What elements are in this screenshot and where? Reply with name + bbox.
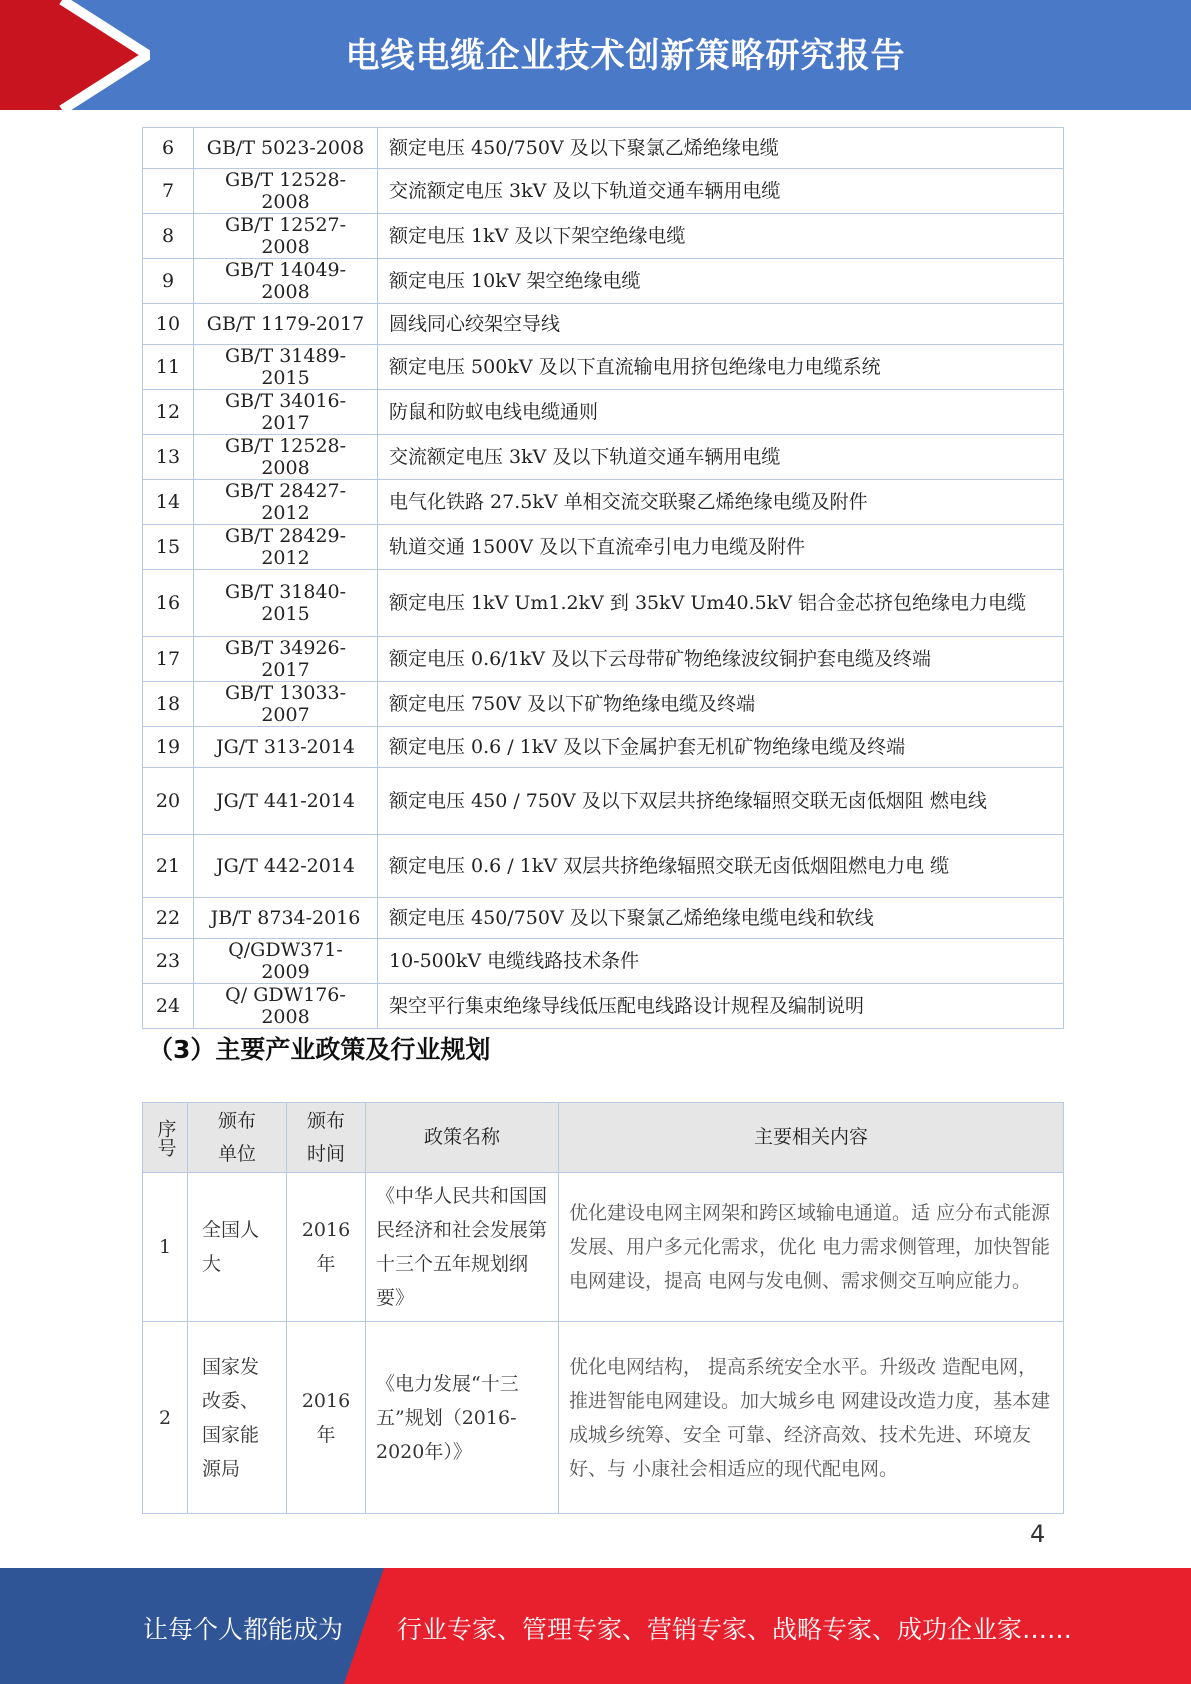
standard-row <box>143 637 1064 682</box>
policy-row <box>143 1173 1064 1322</box>
standard-name: 额定电压 450 / 750V 及以下双层共挤绝缘辐照交联无卤低烟阻 燃电线 <box>378 768 1064 835</box>
standard-row <box>143 898 1064 939</box>
header-time-text: 颁布时间 <box>306 1109 345 1165</box>
policy-unit: 全国人大 <box>188 1173 287 1322</box>
standard-no: 10 <box>143 304 194 345</box>
standard-code: GB/T 28427-2012 <box>194 480 378 525</box>
section-heading: （3）主要产业政策及行业规划 <box>148 1035 491 1064</box>
standard-name: 额定电压 450/750V 及以下聚氯乙烯绝缘电缆电线和软线 <box>378 898 1064 939</box>
standard-no: 6 <box>143 128 194 169</box>
standard-no: 23 <box>143 939 194 984</box>
standard-code: GB/T 34926-2017 <box>194 637 378 682</box>
standard-no: 12 <box>143 390 194 435</box>
standard-name: 额定电压 1kV Um1.2kV 到 35kV Um40.5kV 铝合金芯挤包绝缘电力电缆 <box>378 570 1064 637</box>
standard-no: 19 <box>143 727 194 768</box>
standard-name: 额定电压 0.6 / 1kV 及以下金属护套无机矿物绝缘电缆及终端 <box>378 727 1064 768</box>
standard-name: 圆线同心绞架空导线 <box>378 304 1064 345</box>
header-policy-name: 政策名称 <box>366 1103 559 1173</box>
policy-table <box>142 1102 1064 1514</box>
standards-table <box>142 127 1064 1029</box>
standard-no: 20 <box>143 768 194 835</box>
standard-name: 额定电压 0.6/1kV 及以下云母带矿物绝缘波纹铜护套电缆及终端 <box>378 637 1064 682</box>
standard-no: 17 <box>143 637 194 682</box>
standard-row <box>143 835 1064 898</box>
standard-code: GB/T 1179-2017 <box>194 304 378 345</box>
standard-code: GB/T 31489-2015 <box>194 345 378 390</box>
standard-no: 22 <box>143 898 194 939</box>
standard-name: 电气化铁路 27.5kV 单相交流交联聚乙烯绝缘电缆及附件 <box>378 480 1064 525</box>
standard-code: GB/T 5023-2008 <box>194 128 378 169</box>
header-no: 序号 <box>143 1103 188 1173</box>
policy-unit: 国家发改委、国家能源局 <box>188 1322 287 1514</box>
standard-row <box>143 214 1064 259</box>
standard-code: GB/T 14049-2008 <box>194 259 378 304</box>
standard-name: 额定电压 1kV 及以下架空绝缘电缆 <box>378 214 1064 259</box>
header-unit-text: 颁布单位 <box>217 1109 256 1165</box>
report-title: 电线电缆企业技术创新策略研究报告 <box>345 36 906 76</box>
standard-row <box>143 682 1064 727</box>
page-number: 4 <box>1030 1520 1046 1548</box>
standard-name: 额定电压 500kV 及以下直流输电用挤包绝缘电力电缆系统 <box>378 345 1064 390</box>
standard-row <box>143 169 1064 214</box>
standard-no: 13 <box>143 435 194 480</box>
standard-row <box>143 435 1064 480</box>
standard-name: 轨道交通 1500V 及以下直流牵引电力电缆及附件 <box>378 525 1064 570</box>
standard-code: GB/T 28429-2012 <box>194 525 378 570</box>
standard-row <box>143 939 1064 984</box>
policy-time: 2016年 <box>287 1322 366 1514</box>
standard-code: JG/T 441-2014 <box>194 768 378 835</box>
standard-row <box>143 128 1064 169</box>
header-time <box>287 1103 366 1173</box>
standard-row <box>143 345 1064 390</box>
policy-time: 2016年 <box>287 1173 366 1322</box>
standard-code: GB/T 31840-2015 <box>194 570 378 637</box>
standard-no: 24 <box>143 984 194 1029</box>
policy-no: 2 <box>143 1322 188 1514</box>
header-content: 主要相关内容 <box>559 1103 1064 1173</box>
policy-name: 《中华人民共和国国民经济和社会发展第十三个五年规划纲要》 <box>366 1173 559 1322</box>
standard-no: 14 <box>143 480 194 525</box>
standard-no: 21 <box>143 835 194 898</box>
standard-name: 额定电压 10kV 架空绝缘电缆 <box>378 259 1064 304</box>
standard-row <box>143 984 1064 1029</box>
page-footer <box>0 1568 1191 1684</box>
footer-slogan-right: 行业专家、管理专家、营销专家、战略专家、成功企业家…… <box>397 1615 1073 1644</box>
policy-content: 优化建设电网主网架和跨区域输电通道。适 应分布式能源发展、用户多元化需求，优化 电力需求侧管理，加快智能电网建设，提高 电网与发电侧、需求侧交互响应能力。 <box>559 1173 1064 1322</box>
standard-code: JG/T 442-2014 <box>194 835 378 898</box>
standard-name: 防鼠和防蚁电线电缆通则 <box>378 390 1064 435</box>
standard-no: 8 <box>143 214 194 259</box>
standard-name: 额定电压 750V 及以下矿物绝缘电缆及终端 <box>378 682 1064 727</box>
standard-name: 架空平行集束绝缘导线低压配电线路设计规程及编制说明 <box>378 984 1064 1029</box>
policy-no: 1 <box>143 1173 188 1322</box>
standard-row <box>143 304 1064 345</box>
standard-no: 7 <box>143 169 194 214</box>
standard-name: 交流额定电压 3kV 及以下轨道交通车辆用电缆 <box>378 435 1064 480</box>
standard-no: 11 <box>143 345 194 390</box>
header-unit <box>188 1103 287 1173</box>
standard-no: 16 <box>143 570 194 637</box>
standard-code: GB/T 13033-2007 <box>194 682 378 727</box>
standard-code: GB/T 12528-2008 <box>194 435 378 480</box>
standard-row <box>143 390 1064 435</box>
standard-row <box>143 570 1064 637</box>
standard-no: 18 <box>143 682 194 727</box>
standard-code: JG/T 313-2014 <box>194 727 378 768</box>
page-header <box>0 0 1191 110</box>
standard-code: Q/ GDW176-2008 <box>194 984 378 1029</box>
standard-code: JB/T 8734-2016 <box>194 898 378 939</box>
policy-name: 《电力发展“十三五”规划（2016-2020年）》 <box>366 1322 559 1514</box>
footer-slogan-left: 让每个人都能成为 <box>143 1615 344 1644</box>
standard-code: GB/T 34016-2017 <box>194 390 378 435</box>
standard-row <box>143 259 1064 304</box>
standard-name: 交流额定电压 3kV 及以下轨道交通车辆用电缆 <box>378 169 1064 214</box>
standard-no: 9 <box>143 259 194 304</box>
standard-code: GB/T 12528-2008 <box>194 169 378 214</box>
standard-row <box>143 727 1064 768</box>
standard-name: 额定电压 0.6 / 1kV 双层共挤绝缘辐照交联无卤低烟阻燃电力电 缆 <box>378 835 1064 898</box>
standard-name: 10-500kV 电缆线路技术条件 <box>378 939 1064 984</box>
policy-table-header <box>143 1103 1064 1173</box>
standard-no: 15 <box>143 525 194 570</box>
standard-code: Q/GDW371-2009 <box>194 939 378 984</box>
standard-row <box>143 480 1064 525</box>
standard-row <box>143 768 1064 835</box>
standard-row <box>143 525 1064 570</box>
standard-code: GB/T 12527-2008 <box>194 214 378 259</box>
standard-name: 额定电压 450/750V 及以下聚氯乙烯绝缘电缆 <box>378 128 1064 169</box>
policy-content: 优化电网结构， 提高系统安全水平。升级改 造配电网， 推进智能电网建设。加大城乡电 网建设改造力度，基本建成城乡统筹、安全 可靠、经济高效、技术先进、环境友好、与 小康社会相适应的现代配电网。 <box>559 1322 1064 1514</box>
policy-row <box>143 1322 1064 1514</box>
